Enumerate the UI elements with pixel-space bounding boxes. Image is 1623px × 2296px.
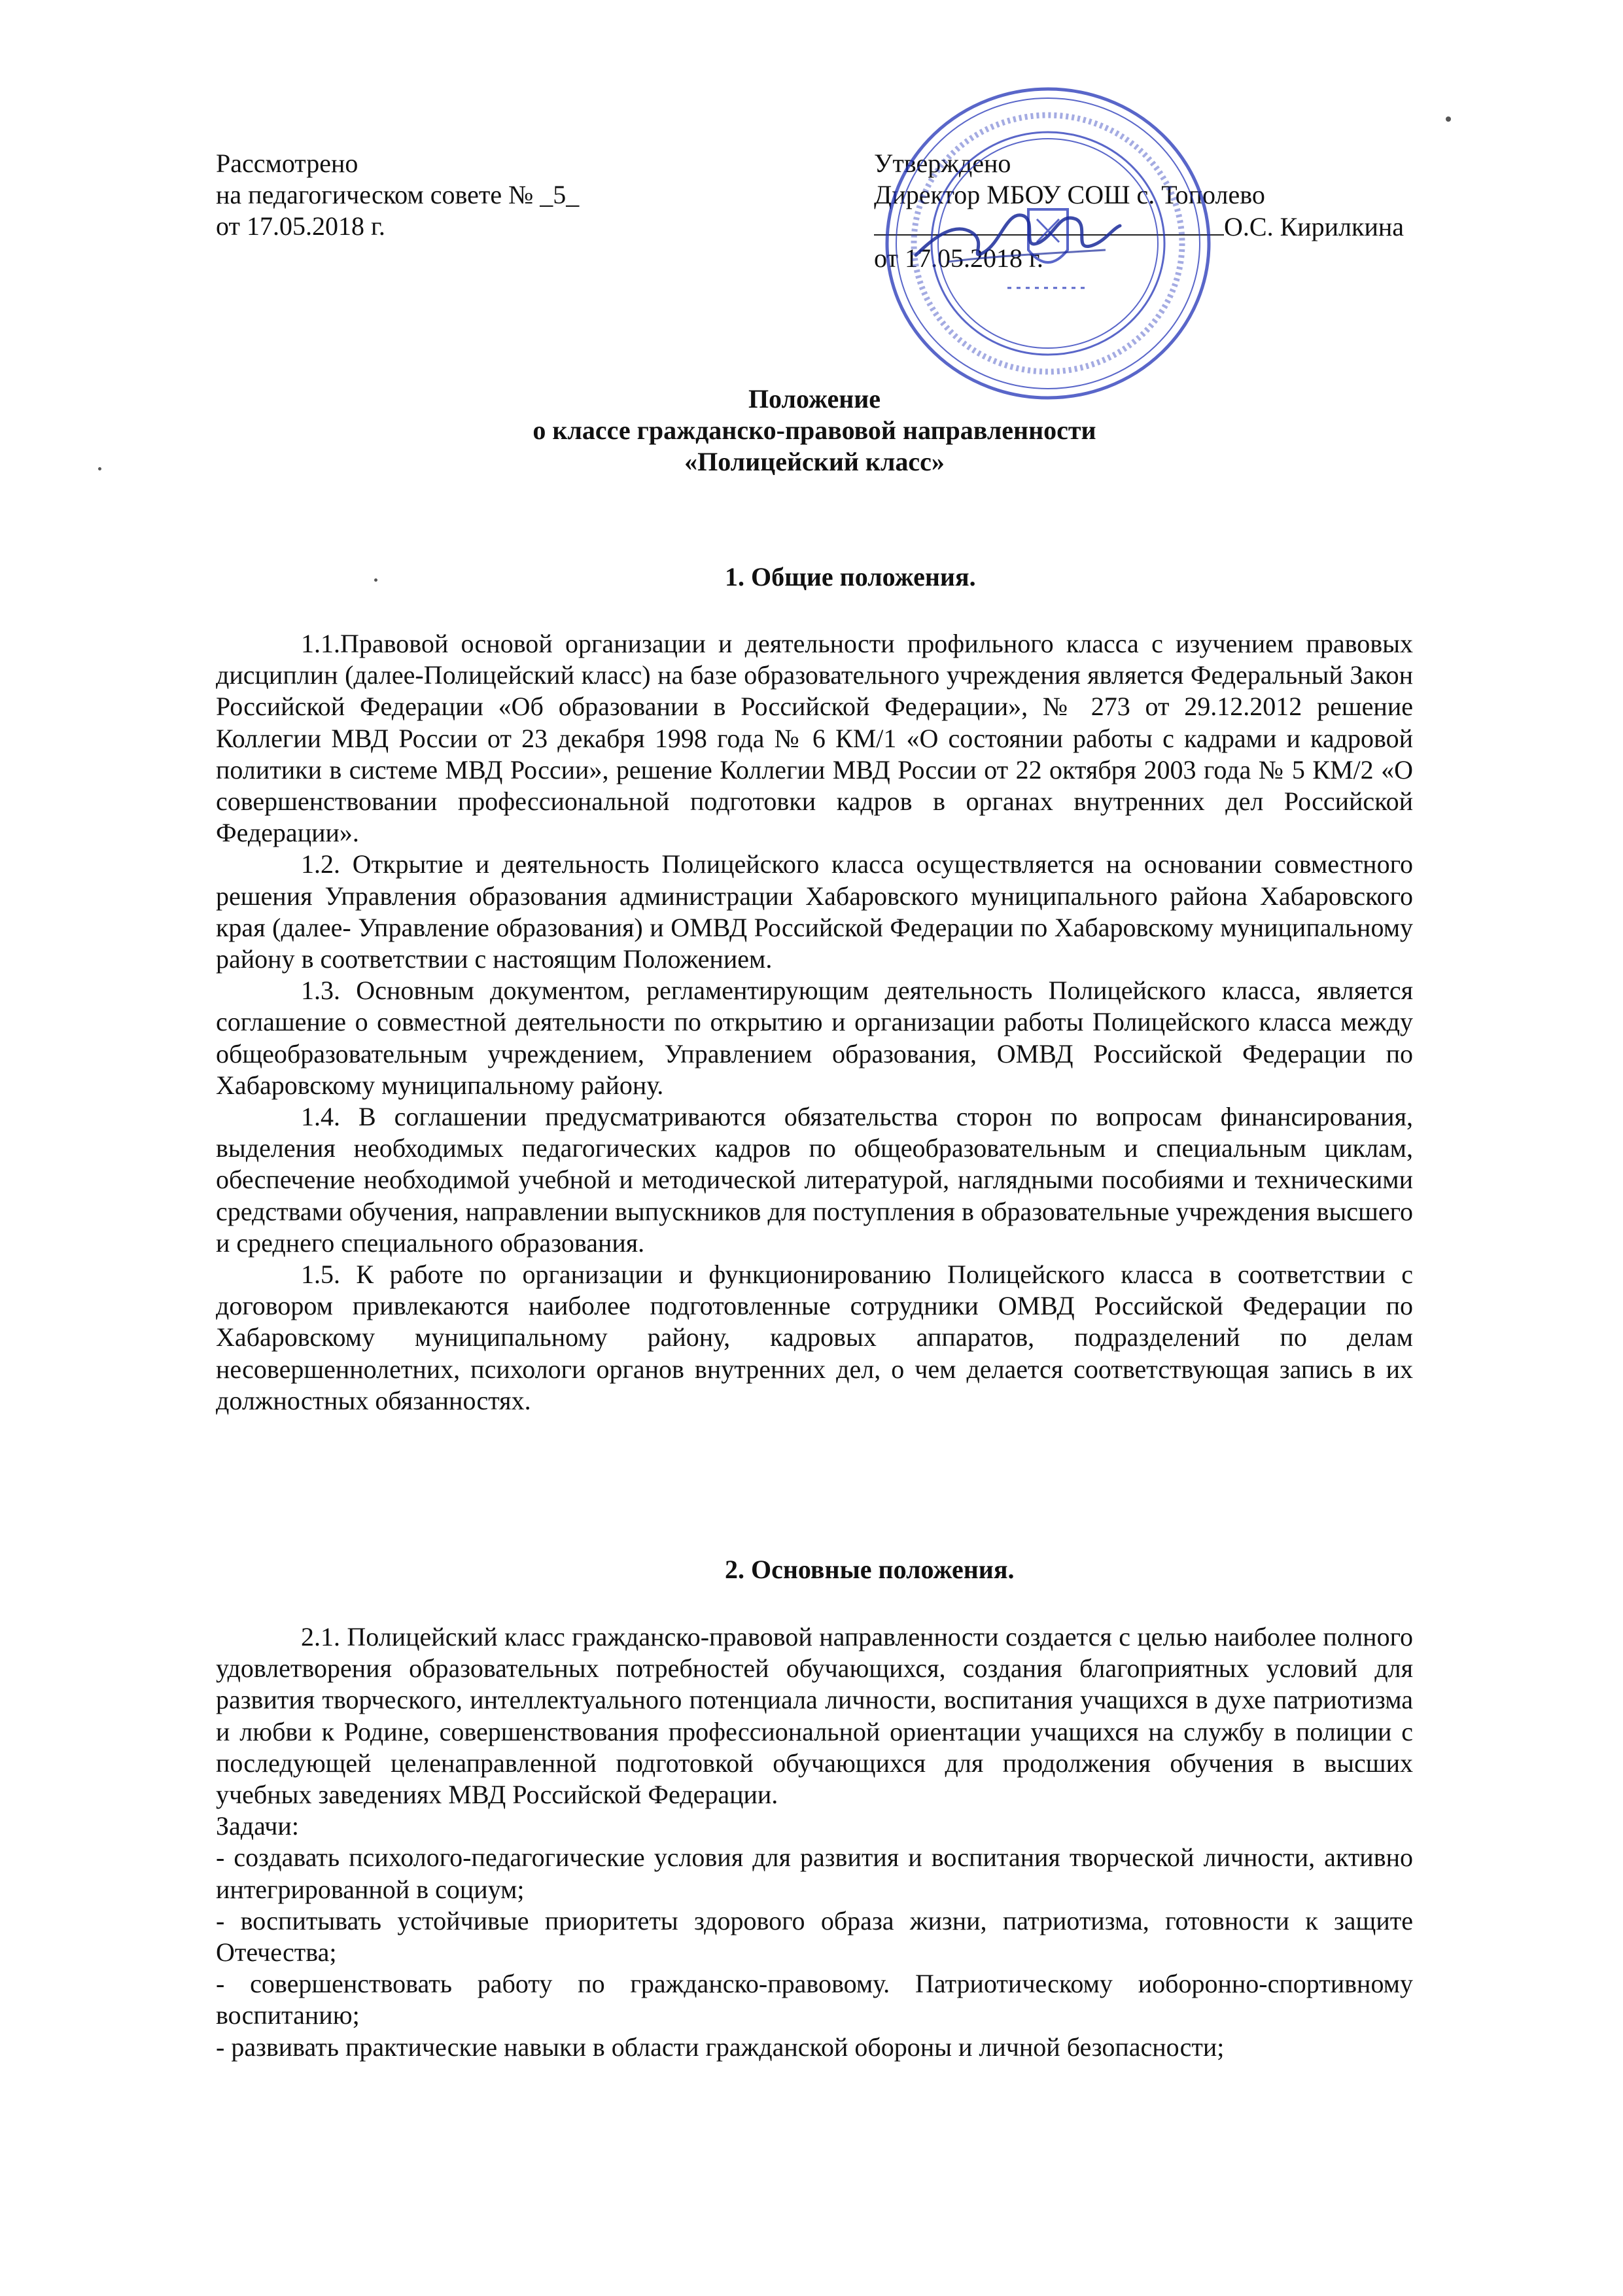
approval-label: Утверждено: [874, 149, 1011, 178]
paragraph-1-5: 1.5. К работе по организации и функционированию Полицейского класса в соответствии с договором привлекаются наиболее подготовленные сотрудники ОМВД Российской Федерации по Хабаровскому муниципальному району, кадровых аппаратов, подразделений по делам несовершеннолетних, психологи органов внутренних дел, о чем делается соответствующая запись в их должностных обязанностях.: [216, 1260, 1413, 1415]
task-item: - развивать практические навыки в области гражданской обороны и личной безопасности;: [216, 2032, 1225, 2062]
tasks-label: Задачи:: [216, 1811, 299, 1841]
approval-director: Директор МБОУ СОШ с. Тополево: [874, 180, 1265, 209]
task-item: - совершенствовать работу по гражданско-правовому. Патриотическому иоборонно-спортивному воспитанию;: [216, 1969, 1413, 2030]
review-label: Рассмотрено: [216, 149, 358, 178]
director-signature: [909, 196, 1125, 275]
task-item: - воспитывать устойчивые приоритеты здорового образа жизни, патриотизма, готовности к защите Отечества;: [216, 1905, 1413, 1968]
paragraph-1-1: 1.1.Правовой основой организации и деятельности профильного класса с изучением правовых дисциплин (далее-Полицейский класс) на базе образовательного учреждения является Федеральный Закон Российской Федерации «Об образовании в Российской Федерации», № 273 от 29.12.2012 решение Коллегии МВД России от 23 декабря 1998 года № 6 КМ/1 «О состоянии работы с кадрами и кадровой политики в системе МВД России», решение Коллегии МВД России от 22 октября 2003 года № 5 КМ/2 «О совершенствовании профессиональной подготовки кадров в органах внутренних дел Российской Федерации».: [216, 629, 1413, 848]
scan-speck: [374, 578, 377, 582]
section-2-body: [216, 1621, 1413, 2063]
title-line-1: Положение: [748, 384, 881, 414]
title-line-3: «Полицейский класс»: [684, 447, 945, 476]
scan-speck: [1446, 116, 1451, 122]
review-block: [216, 148, 579, 242]
title-line-2: о классе гражданско-правовой направленности: [532, 415, 1096, 445]
paragraph-1-3: 1.3. Основным документом, регламентирующим деятельность Полицейского класса, является соглашение о совместной деятельности по открытию и организации работы Полицейского класса между общеобразовательным учреждением, Управлением образования, ОМВД Российской Федерации по Хабаровскому муниципальному району.: [216, 976, 1413, 1100]
section-1-heading: 1. Общие положения.: [725, 562, 976, 592]
task-item: - создавать психолого-педагогические условия для развития и воспитания творческой личности, активно интегрированной в социум;: [216, 1843, 1413, 1904]
review-date: от 17.05.2018 г.: [216, 211, 385, 241]
section-2-heading: 2. Основные положения.: [725, 1555, 1015, 1584]
document-title: [216, 383, 1413, 478]
director-name: О.С. Кирилкина: [1224, 212, 1405, 241]
section-1-body: [216, 628, 1413, 1417]
scan-speck: [98, 467, 101, 470]
paragraph-1-4: 1.4. В соглашении предусматриваются обязательства сторон по вопросам финансирования, выделения необходимых педагогических кадров по общеобразовательным и специальным циклам, обеспечение необходимой учебной и методической литературой, наглядными пособиями и техническими средствами обучения, направлении выпускников для поступления в образовательные учреждения высшего и среднего специального образования.: [216, 1102, 1413, 1258]
paragraph-1-2: 1.2. Открытие и деятельность Полицейского класса осуществляется на основании совместного решения Управления образования администрации Хабаровского муниципального района Хабаровского края (далее- Управление образования) и ОМВД Российской Федерации по Хабаровскому муниципальному району в соответствии с настоящим Положением.: [216, 849, 1413, 974]
review-council: на педагогическом совете № _5_: [216, 180, 580, 209]
paragraph-2-1: 2.1. Полицейский класс гражданско-правовой направленности создается с целью наиболее полного удовлетворения образовательных потребностей обучающихся, создания благоприятных условий для развития творческого, интеллектуального потенциала личности, воспитания учащихся в духе патриотизма и любви к Родине, совершенствования профессиональной ориентации учащихся на службу в полиции с последующей целенаправленной подготовкой обучающихся для продолжения обучения в высших учебных заведениях МВД Российской Федерации.: [216, 1622, 1413, 1810]
approval-date: от 17.05.2018 г.: [874, 243, 1043, 273]
